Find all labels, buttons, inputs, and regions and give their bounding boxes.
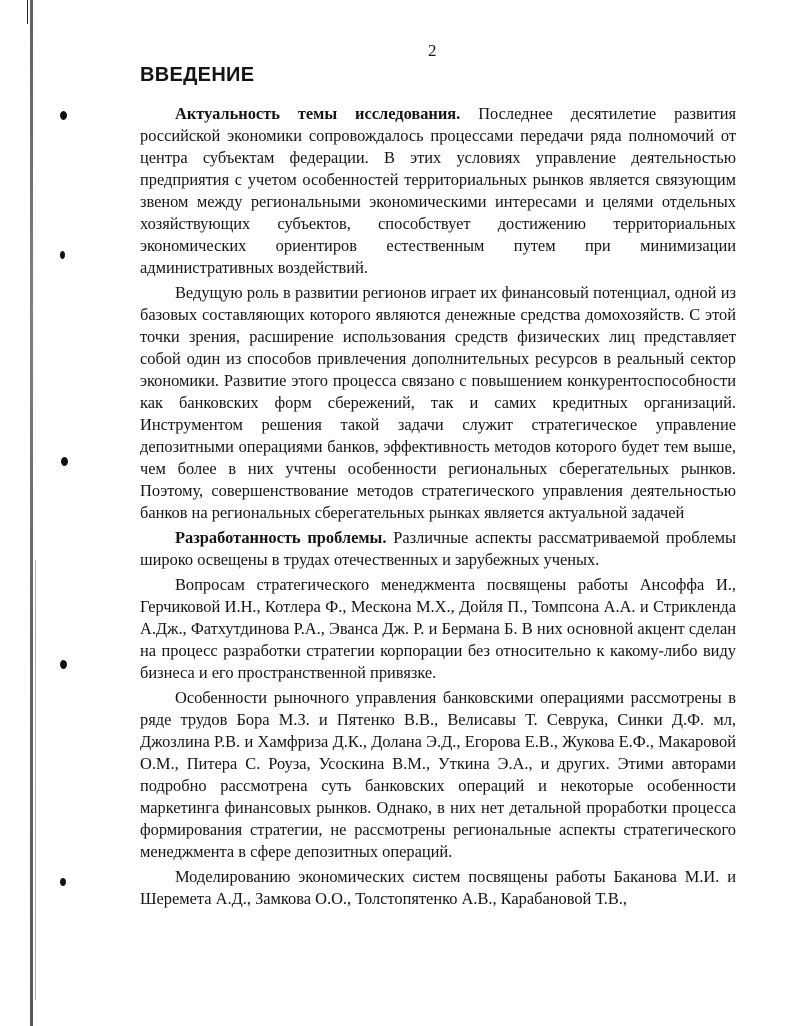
paragraph xyxy=(140,687,736,863)
paragraph-text: Моделированию экономических систем посвящены работы Баканова М.И. и Шеремета А.Д., Замкова О.О., Толстопятенко А.В., Карабановой Т.В., xyxy=(140,867,736,908)
page-binding-edge xyxy=(30,0,33,1026)
paragraph-text: Последнее десятилетие развития российской экономики сопровождалось процессами передачи ряда полномочий от центра субъектам федерации. В этих условиях управление деятельностью предприятия с учетом особенностей территориальных рынков является связующим звеном между региональными экономическими интересами и целями отдельных хозяйствующих субъектов, способствует достижению территориальных экономических ориентиров естественным путем при минимизации административных воздействий. xyxy=(140,104,736,277)
paragraph-text: Особенности рыночного управления банковскими операциями рассмотрены в ряде трудов Бора М.З. и Пятенко В.В., Велисавы Т. Севрука, Синки Д.Ф. мл, Джозлина Р.В. и Хамфриза Д.К., Долана Э.Д., Егорова Е.В., Жукова Е.Ф., Макаровой О.М., Питера С. Роуза, Усоскина В.М., Уткина Э.А., и других. Этими авторами подробно рассмотрена суть банковских операций и некоторые особенности маркетинга финансовых рынков. Однако, в них нет детальной проработки процесса формирования стратегии, не рассмотрены региональные аспекты стратегического менеджмента в сфере депозитных операций. xyxy=(140,688,736,861)
paragraph xyxy=(140,574,736,684)
paragraph xyxy=(140,282,736,524)
page-corner-mark xyxy=(27,0,28,24)
paragraph xyxy=(140,103,736,279)
body-text xyxy=(140,103,736,910)
punch-hole-mark xyxy=(60,111,67,120)
page-number: 2 xyxy=(428,41,437,60)
punch-hole-mark xyxy=(60,660,67,669)
paragraph-text: Вопросам стратегического менеджмента посвящены работы Ансоффа И., Герчиковой И.Н., Котлера Ф., Мескона М.Х., Дойля П., Томпсона А.А. и Стрикленда А.Дж., Фатхутдинова Р.А., Эванса Дж. Р. и Бермана Б. В них основной акцент сделан на процесс разработки стратегии корпорации без относительно к какому-либо виду бизнеса и его пространственной привязке. xyxy=(140,575,736,682)
page-binding-edge-secondary xyxy=(35,560,36,1000)
paragraph-lead: Актуальность темы исследования. xyxy=(175,104,461,123)
page-title: ВВЕДЕНИЕ xyxy=(140,64,255,86)
punch-hole-mark xyxy=(60,251,65,259)
paragraph-text: Различные аспекты рассматриваемой проблемы широко освещены в трудах отечественных и зарубежных ученых. xyxy=(140,528,736,569)
paragraph xyxy=(140,866,736,910)
punch-hole-mark xyxy=(60,878,66,886)
paragraph-lead: Разработанность проблемы. xyxy=(175,528,387,547)
punch-hole-mark xyxy=(61,457,68,466)
paragraph xyxy=(140,527,736,571)
paragraph-text: Ведущую роль в развитии регионов играет их финансовый потенциал, одной из базовых составляющих которого являются денежные средства домохозяйств. С этой точки зрения, расширение использования средств физических лиц представляет собой один из способов привлечения дополнительных ресурсов в реальный сектор экономики. Развитие этого процесса связано с повышением конкурентоспособности как банковских форм сбережений, так и самих кредитных организаций. Инструментом решения такой задачи служит стратегическое управление депозитными операциями банков, эффективность методов которого будет тем выше, чем более в них учтены особенности региональных сберегательных рынков. Поэтому, совершенствование методов стратегического управления деятельностью банков на региональных сберегательных рынках является актуальной задачей xyxy=(140,283,736,522)
